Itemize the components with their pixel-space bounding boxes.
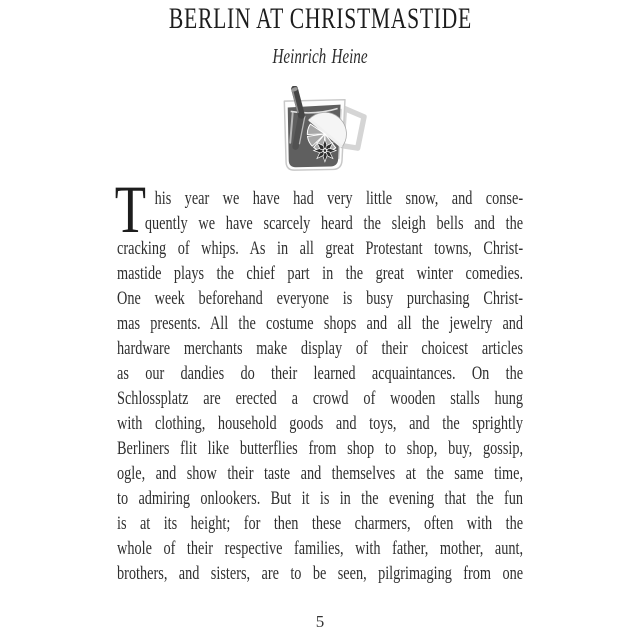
author-row bbox=[0, 44, 640, 68]
text-line: mastide plays the chief part in the great winter comedies. bbox=[117, 263, 524, 284]
text-line: to admiring onlookers. But it is in the evening that the fun bbox=[117, 488, 524, 509]
folio-row bbox=[0, 612, 640, 632]
text-line: One week beforehand everyone is busy purchasing Christ- bbox=[117, 288, 524, 309]
text-line: Schlossplatz are erected a crowd of wooden stalls hung bbox=[117, 388, 524, 409]
page-title-row bbox=[0, 3, 640, 35]
mulled-wine-mug-icon bbox=[271, 86, 371, 176]
page-title: BERLIN AT CHRISTMASTIDE bbox=[168, 2, 472, 35]
text-line: hardware merchants make display of their choicest articles bbox=[117, 338, 524, 359]
body-text bbox=[114, 171, 524, 588]
text-line: ogle, and show their taste and themselves at the same time, bbox=[117, 463, 524, 484]
author-name: Heinrich Heine bbox=[272, 44, 368, 68]
text-line: Berliners flit like butterflies from shop to shop, buy, gossip, bbox=[117, 438, 524, 459]
body-text-inner bbox=[114, 171, 524, 586]
text-line: his year we have had very little snow, and conse- bbox=[154, 188, 524, 209]
text-line: whole of their respective families, with father, mother, aunt, bbox=[117, 538, 524, 559]
text-line: with clothing, household goods and toys, and the sprightly bbox=[117, 413, 524, 434]
text-line: is at its height; for then these charmers, often with the bbox=[117, 513, 524, 534]
text-line: mas presents. All the costume shops and all the jewelry and bbox=[117, 313, 524, 334]
star-anise bbox=[314, 139, 336, 162]
text-line: brothers, and sisters, are to be seen, pilgrimaging from one bbox=[117, 563, 524, 584]
text-line: cracking of whips. As in all great Protestant towns, Christ- bbox=[117, 238, 524, 259]
drop-cap: T bbox=[114, 171, 146, 247]
text-line: quently we have scarcely heard the sleigh bells and the bbox=[144, 213, 524, 234]
text-line: as our dandies do their learned acquaintances. On the bbox=[117, 363, 524, 384]
page-number: 5 bbox=[315, 612, 325, 631]
